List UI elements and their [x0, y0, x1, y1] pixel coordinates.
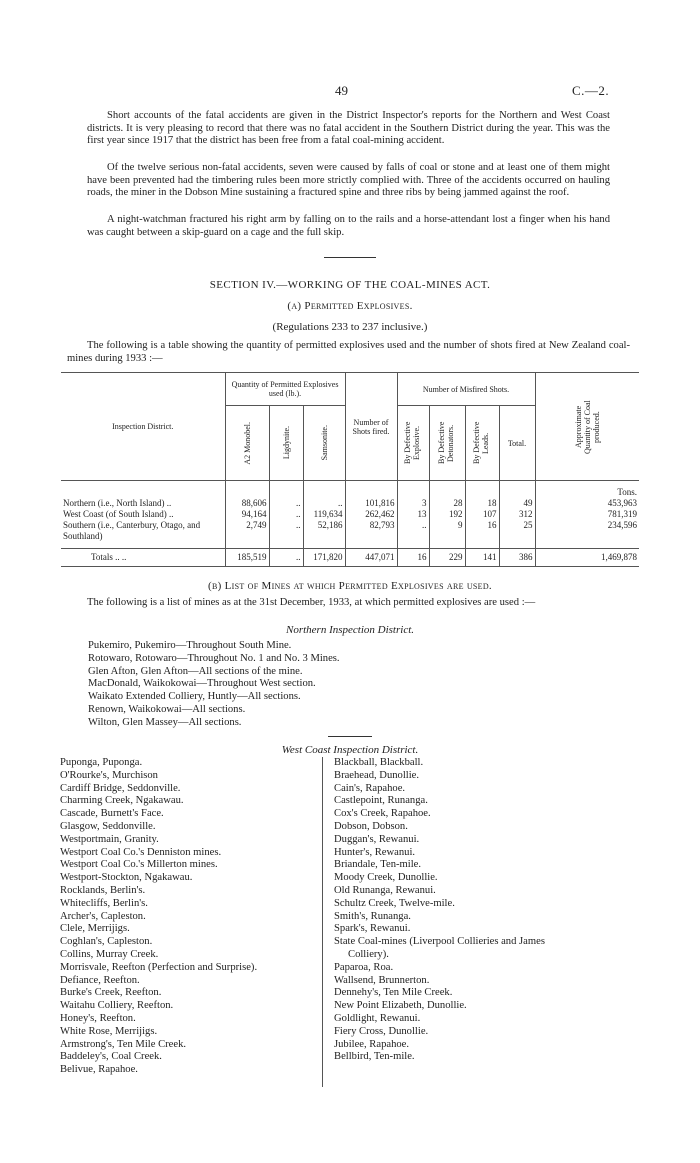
list-item: Hunter's, Rewanui. [334, 846, 416, 858]
list-item: Morrisvale, Reefton (Perfection and Surprise). [60, 961, 258, 973]
list-item: Paparoa, Roa. [334, 961, 394, 973]
table-row: Southern (i.e., Canterbury, Otago, and Southland) 2,749 .. 52,186 82,793 .. 9 16 25 234,596 [61, 520, 639, 549]
table-row: West Coast (of South Island) .. 94,164 .. 119,634 262,462 13 192 107 312 781,319 [63, 509, 637, 519]
column-header-misfired-total: Total. [499, 406, 535, 481]
list-item: Belivue, Rapahoe. [60, 1064, 138, 1076]
paragraph-night-watchman: A night-watchman fractured his right arm by falling on to the rails and a horse-attendant lost a finger when his hand was caught between a skip-guard on a cage and the full skip. [87, 214, 610, 238]
tons-unit-label: Tons. [535, 481, 639, 499]
table-row: Northern (i.e., North Island) .. 88,606 .. .. 101,816 3 28 18 49 453,963 [63, 498, 637, 508]
list-item: Duggan's, Rewanui. [334, 833, 420, 845]
list-item: Braehead, Dunollie. [334, 769, 420, 781]
list-item: New Point Elizabeth, Dunollie. [334, 1000, 467, 1012]
list-item: Fiery Cross, Dunollie. [334, 1025, 429, 1037]
list-item: Cascade, Burnett's Face. [60, 808, 164, 820]
column-header-ligdynite: Ligdynite. [269, 406, 303, 481]
list-item: Rotowaro, Rotowaro—Throughout No. 1 and No. 3 Mines. [88, 652, 340, 664]
list-item: Cardiff Bridge, Seddonville. [60, 782, 181, 794]
list-item: Pukemiro, Pukemiro—Throughout South Mine. [88, 640, 292, 651]
column-header-shots-fired: Number of Shots fired. [345, 373, 397, 481]
list-item: Castlepoint, Runanga. [334, 795, 428, 807]
list-item: Coghlan's, Capleston. [60, 936, 153, 948]
list-item: Moody Creek, Dunollie. [334, 872, 438, 884]
list-item: O'Rourke's, Murchison [60, 769, 158, 781]
list-item: Cox's Creek, Rapahoe. [334, 808, 431, 820]
explosives-table [61, 372, 639, 567]
list-item: State Coal-mines (Liverpool Collieries and James [334, 936, 545, 948]
parliamentary-paper-ref: C.—2. [572, 83, 610, 98]
list-divider [328, 736, 372, 737]
column-header-monobel: A2 Monobel. [225, 406, 269, 481]
column-header-coal-produced: Approximate Quantity of Coal produced. [535, 373, 639, 481]
west-coast-district-heading: West Coast Inspection District. [281, 744, 419, 756]
list-item: Blackball, Blackball. [334, 757, 424, 768]
list-item: Westport-Stockton, Ngakawau. [60, 872, 193, 884]
list-item: Cain's, Rapahoe. [334, 782, 406, 794]
subsection-a-title: (a) Permitted Explosives. [287, 300, 413, 312]
column-header-defective-leads: By Defective Leads. [465, 406, 499, 481]
list-item: Old Runanga, Rewanui. [334, 884, 436, 896]
column-header-defective-explosive: By Defective Explosive. [397, 406, 429, 481]
list-item: White Rose, Merrijigs. [60, 1025, 158, 1037]
list-item: Armstrong's, Ten Mile Creek. [60, 1038, 187, 1050]
list-item: Dennehy's, Ten Mile Creek. [334, 987, 453, 999]
west-coast-mines-list-left [60, 757, 257, 1077]
list-item: Wilton, Glen Massey—All sections. [88, 716, 242, 728]
column-divider [322, 757, 323, 1087]
paragraph-fatal-accidents: Short accounts of the fatal accidents are given in the District Inspector's reports for the Northern and West Coast districts. It is very pleasing to record that there was no fatal accident in the Southern District during the year. This was the first year since 1917 that the district has been free from a fatal coal-mining accident. [87, 110, 610, 147]
list-item: MacDonald, Waikokowai—Throughout West section. [88, 678, 316, 690]
list-item: Westportmain, Granity. [60, 833, 159, 845]
column-header-defective-detonators: By Defective Detonators. [429, 406, 465, 481]
list-item: Rocklands, Berlin's. [60, 884, 146, 896]
page-number: 49 [335, 83, 348, 98]
list-item: Renown, Waikokowai—All sections. [88, 703, 246, 715]
list-item: Westport Coal Co.'s Millerton mines. [60, 859, 218, 871]
list-item: Baddeley's, Coal Creek. [60, 1051, 162, 1063]
table-totals-row: Totals .. .. 185,519 .. 171,820 447,071 16 229 141 386 1,469,878 [61, 549, 639, 567]
list-item: Briandale, Ten-mile. [334, 859, 422, 871]
list-item: Charming Creek, Ngakawau. [60, 795, 184, 807]
column-group-misfired: Number of Misfired Shots. [397, 373, 535, 406]
list-item: Schultz Creek, Twelve-mile. [334, 897, 455, 909]
list-item: Waikato Extended Colliery, Huntly—All sections. [88, 691, 301, 703]
northern-district-heading: Northern Inspection District. [285, 624, 415, 636]
list-item: Waitahu Colliery, Reefton. [60, 1000, 174, 1012]
list-item: Honey's, Reefton. [60, 1012, 136, 1024]
paragraph-non-fatal-accidents: Of the twelve serious non-fatal accidents, seven were caused by falls of coal or stone and at least one of them might have been prevented had the timbering rules been more strictly complied with. Three of the accidents occurred on hauling roads, the miner in the Dobson Mine sustaining a fractured spine and three ribs by being jammed against the roof. [87, 162, 610, 199]
section-divider [324, 257, 376, 258]
list-item: Defiance, Reefton. [60, 974, 140, 986]
list-item: Spark's, Rewanui. [334, 923, 411, 935]
mines-list-intro: The following is a list of mines as at the 31st December, 1933, at which permitted explosives are used :— [87, 597, 536, 608]
list-item: Jubilee, Rapahoe. [334, 1038, 410, 1050]
list-item: Whitecliffs, Berlin's. [60, 897, 148, 909]
list-item: Collins, Murray Creek. [60, 948, 159, 960]
list-item: Dobson, Dobson. [334, 820, 408, 832]
regulations-note: (Regulations 233 to 237 inclusive.) [272, 321, 428, 333]
list-item: Glen Afton, Glen Afton—All sections of the mine. [88, 665, 303, 677]
subsection-b-title: (b) List of Mines at which Permitted Explosives are used. [208, 580, 492, 592]
list-item: Westport Coal Co.'s Denniston mines. [60, 846, 222, 858]
list-item: Wallsend, Brunnerton. [334, 974, 430, 986]
page-header [0, 83, 700, 101]
column-header-samsonite: Samsonite. [303, 406, 345, 481]
column-header-district: Inspection District. [61, 373, 225, 481]
list-item: Bellbird, Ten-mile. [334, 1051, 415, 1063]
section-title: SECTION IV.—WORKING OF THE COAL-MINES ACT. [209, 279, 491, 291]
list-item: Puponga, Puponga. [60, 757, 143, 768]
column-group-quantity: Quantity of Permitted Explosives used (lb.). [225, 373, 345, 406]
list-item: Archer's, Capleston. [60, 910, 146, 922]
list-item: Clele, Merrijigs. [60, 923, 130, 935]
list-item: Goldlight, Rewanui. [334, 1012, 421, 1024]
list-item: Smith's, Runanga. [334, 910, 411, 922]
list-item: Colliery). [348, 948, 389, 960]
table-intro: The following is a table showing the quantity of permitted explosives used and the number of shots fired at New Zealand coal-mines during 1933 :— [67, 340, 630, 364]
west-coast-mines-list-right [334, 757, 545, 1064]
list-item: Glasgow, Seddonville. [60, 820, 156, 832]
list-item: Burke's Creek, Reefton. [60, 987, 162, 999]
northern-mines-list [88, 640, 340, 730]
